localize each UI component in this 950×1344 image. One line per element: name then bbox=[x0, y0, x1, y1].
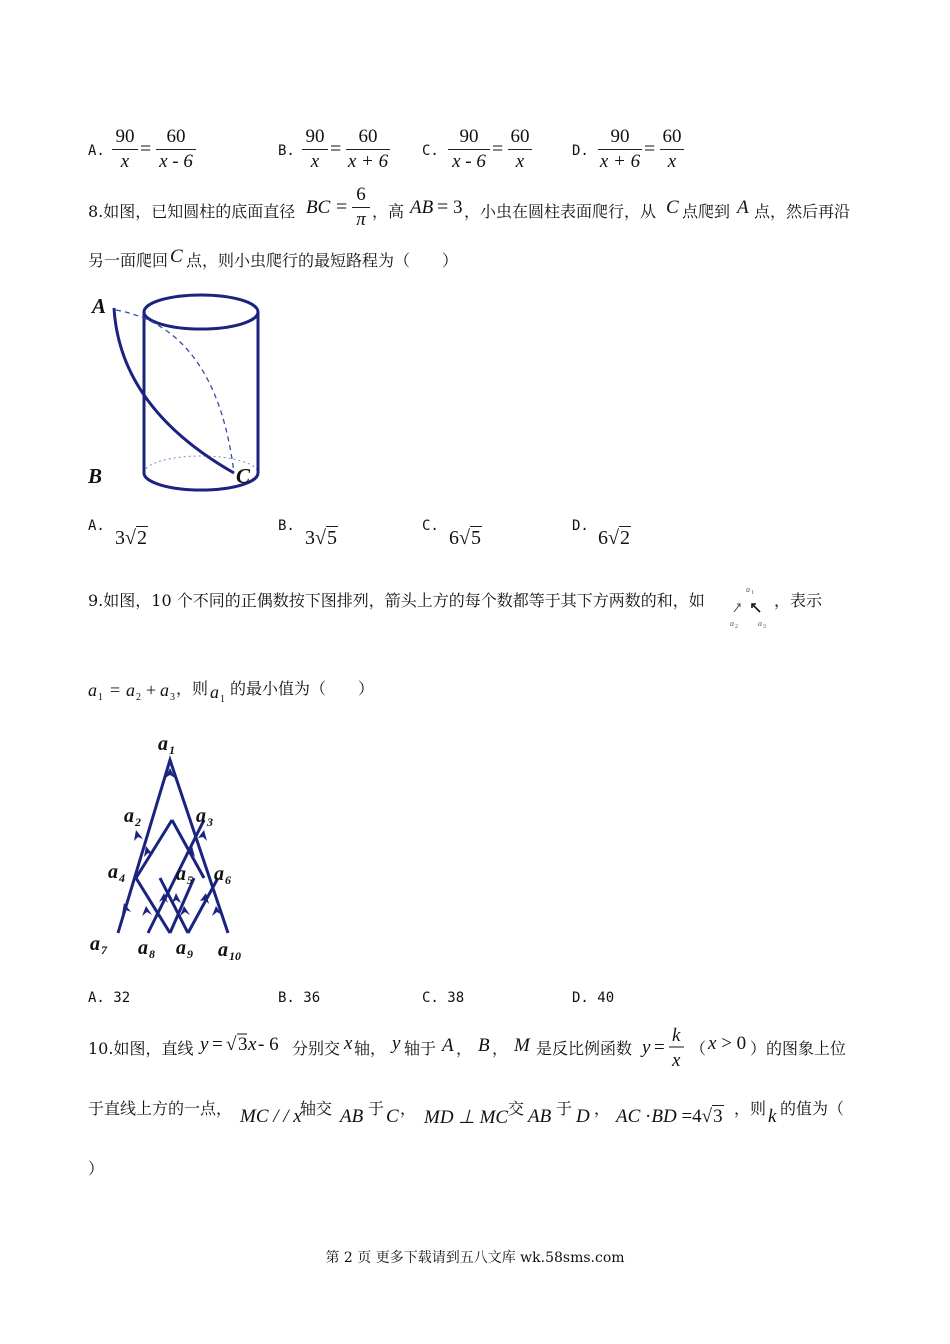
svg-text:5: 5 bbox=[187, 873, 193, 887]
svg-text:8: 8 bbox=[149, 947, 155, 961]
svg-text:k: k bbox=[672, 1025, 681, 1046]
svg-text:a: a bbox=[210, 682, 219, 702]
small-arrow-diagram bbox=[726, 582, 772, 632]
svg-text:7: 7 bbox=[101, 943, 107, 957]
svg-text:2: 2 bbox=[735, 624, 738, 630]
fig-label-a: A bbox=[92, 294, 107, 318]
q8-fraction: 6 π bbox=[352, 184, 370, 231]
svg-text:a: a bbox=[126, 680, 135, 700]
fraction: 60 x + 6 bbox=[347, 126, 389, 172]
line-equation bbox=[198, 1028, 294, 1060]
svg-text:x: x bbox=[672, 1050, 681, 1071]
svg-text:=: = bbox=[654, 1037, 665, 1058]
svg-text:3: 3 bbox=[207, 815, 213, 829]
svg-text:1: 1 bbox=[98, 692, 103, 703]
svg-text:3: 3 bbox=[170, 692, 175, 703]
option-label: C. bbox=[422, 143, 439, 159]
svg-text:a: a bbox=[218, 939, 228, 961]
svg-text:a: a bbox=[176, 863, 186, 885]
fraction: 60 x bbox=[508, 126, 532, 173]
fraction: 90 x + 6 bbox=[599, 126, 641, 172]
svg-text:x: x bbox=[248, 1034, 257, 1055]
fraction: 60 x bbox=[660, 126, 684, 173]
svg-text:6: 6 bbox=[225, 873, 231, 887]
svg-text:a: a bbox=[758, 619, 762, 628]
q10-text-1: 10.如图，直线 bbox=[88, 1039, 194, 1058]
fraction: 90 x - 6 bbox=[448, 126, 490, 173]
q9-option-c: C. 38 bbox=[422, 990, 465, 1006]
svg-text:a: a bbox=[158, 733, 168, 755]
svg-text:a: a bbox=[90, 933, 100, 955]
fraction: 90 x bbox=[112, 126, 138, 173]
q9-option-a: A. 32 bbox=[88, 990, 131, 1006]
svg-text:a: a bbox=[124, 805, 134, 827]
svg-text:1: 1 bbox=[220, 694, 225, 705]
svg-text:a: a bbox=[138, 937, 148, 959]
svg-text:a: a bbox=[88, 680, 97, 700]
number-triangle-figure bbox=[88, 728, 258, 968]
q8-text-2: 另一面爬回 bbox=[88, 251, 169, 270]
q9-option-b: B. 36 bbox=[278, 990, 321, 1006]
svg-text:4: 4 bbox=[119, 871, 125, 885]
fig-label-b: B bbox=[88, 464, 103, 488]
svg-text:10: 10 bbox=[229, 949, 241, 963]
svg-text:1: 1 bbox=[751, 590, 754, 596]
q9-option-d: D. 40 bbox=[572, 990, 615, 1006]
page-footer: 第 2 页 更多下载请到五八文库 wk.58sms.com bbox=[325, 1250, 625, 1266]
svg-text:1: 1 bbox=[169, 743, 175, 757]
svg-text:a: a bbox=[196, 805, 206, 827]
svg-text:9: 9 bbox=[187, 947, 193, 961]
q9-formula bbox=[86, 672, 186, 708]
option-label: B. bbox=[278, 143, 295, 159]
q8-bc: BC bbox=[306, 197, 331, 218]
svg-text:a: a bbox=[214, 863, 224, 885]
svg-text:=: = bbox=[110, 680, 121, 700]
inverse-function bbox=[640, 1020, 688, 1072]
svg-text:a: a bbox=[160, 680, 169, 700]
svg-text:- 6: - 6 bbox=[258, 1034, 279, 1055]
svg-text:3: 3 bbox=[763, 624, 766, 630]
svg-text:2: 2 bbox=[135, 815, 141, 829]
svg-text:+: + bbox=[146, 680, 157, 700]
svg-text:3: 3 bbox=[238, 1034, 248, 1055]
option-label: D. bbox=[572, 143, 589, 159]
q9-text-1: 9.如图，10 个不同的正偶数按下图排列，箭头上方的每个数都等于其下方两数的和，如 bbox=[88, 591, 705, 610]
svg-text:a: a bbox=[730, 619, 734, 628]
fraction: 90 x bbox=[302, 126, 328, 173]
svg-text:2: 2 bbox=[136, 692, 141, 703]
q8-text-1: 8.如图，已知圆柱的底面直径 bbox=[88, 202, 296, 221]
svg-text:a: a bbox=[176, 937, 186, 959]
q10-text-2: 于直线上方的一点， bbox=[88, 1099, 233, 1118]
fraction: 60 x - 6 bbox=[156, 126, 196, 173]
svg-text:=: = bbox=[212, 1034, 223, 1055]
fig-label-c: C bbox=[236, 464, 251, 488]
svg-text:√: √ bbox=[226, 1034, 237, 1055]
svg-text:a: a bbox=[746, 585, 750, 594]
option-label: A. bbox=[88, 143, 105, 159]
svg-text:a: a bbox=[108, 861, 118, 883]
svg-text:y: y bbox=[200, 1034, 209, 1055]
svg-text:y: y bbox=[642, 1037, 651, 1058]
